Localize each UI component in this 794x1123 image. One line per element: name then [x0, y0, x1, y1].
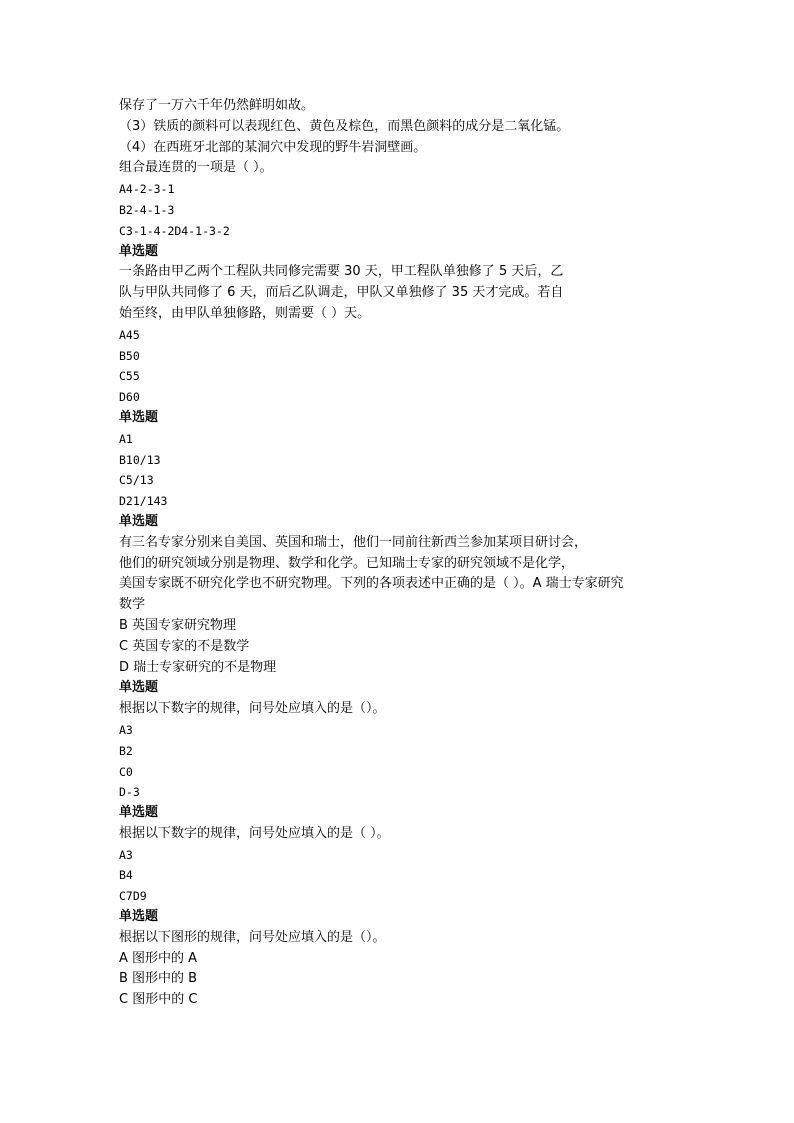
question-text-line: 保存了一万六千年仍然鲜明如故。 — [119, 98, 315, 113]
answer-option: B10/13 — [119, 452, 161, 467]
question-text-line: 一条路由甲乙两个工程队共同修完需要 30 天，甲工程队单独修了 5 天后，乙 — [119, 264, 564, 280]
answer-option: B50 — [119, 348, 140, 363]
answer-option: B2 — [119, 743, 133, 758]
answer-option: D21/143 — [119, 494, 168, 509]
answer-option: C3-1-4-2D4-1-3-2 — [119, 223, 230, 238]
question-type-heading: 单选题 — [119, 409, 159, 425]
question-text-line: B 英国专家研究物理 — [119, 617, 237, 633]
question-text-line: C 英国专家的不是数学 — [119, 638, 250, 654]
question-text-line: 有三名专家分别来自美国、英国和瑞士，他们一同前往新西兰参加某项目研讨会， — [119, 534, 588, 550]
answer-option: A1 — [119, 431, 133, 446]
question-type-heading: 单选题 — [119, 513, 159, 529]
answer-option: A4-2-3-1 — [119, 182, 175, 197]
question-text-line: D 瑞士专家研究的不是物理 — [119, 659, 277, 675]
answer-option: D60 — [119, 390, 140, 405]
answer-option: D-3 — [119, 785, 140, 800]
question-type-heading: 单选题 — [119, 909, 159, 925]
question-text-line: 他们的研究领域分别是物理、数学和化学。已知瑞士专家的研究领域不是化学， — [119, 555, 575, 571]
question-text-line: 根据以下数字的规律，问号处应填入的是（）。 — [119, 701, 386, 717]
question-type-heading: 单选题 — [119, 805, 159, 821]
answer-option: B4 — [119, 868, 133, 883]
question-type-heading: 单选题 — [119, 680, 159, 696]
question-type-heading: 单选题 — [119, 243, 159, 259]
answer-option: A45 — [119, 327, 140, 342]
question-text-line: 美国专家既不研究化学也不研究物理。下列的各项表述中正确的是（ ）。A 瑞士专家研究 — [119, 576, 624, 592]
question-text-line: C 图形中的 C — [119, 992, 198, 1008]
question-text-line: 组合最连贯的一项是（ ）。 — [119, 160, 273, 176]
question-text-line: （4）在西班牙北部的某洞穴中发现的野牛岩洞壁画。 — [119, 139, 427, 155]
question-text-line: B 图形中的 B — [119, 971, 198, 987]
question-text-line: 根据以下图形的规律，问号处应填入的是（）。 — [119, 929, 386, 945]
question-text-line: 始至终，由甲队单独修路，则需要（ ）天。 — [119, 305, 371, 321]
question-text-line: 队与甲队共同修了 6 天，而后乙队调走，甲队又单独修了 35 天才完成。若自 — [119, 285, 564, 301]
question-text-line: A 图形中的 A — [119, 950, 198, 966]
answer-option: C55 — [119, 369, 140, 384]
answer-option: A3 — [119, 722, 133, 737]
answer-option: C5/13 — [119, 473, 154, 488]
question-text-line: 根据以下数字的规律，问号处应填入的是（ ）。 — [119, 825, 390, 841]
document-page — [119, 96, 699, 1011]
answer-option: A3 — [119, 847, 133, 862]
question-text-line: 数学 — [119, 597, 146, 613]
question-text-line: （3）铁质的颜料可以表现红色、黄色及棕色，而黑色颜料的成分是二氧化锰。 — [119, 118, 570, 134]
answer-option: B2-4-1-3 — [119, 202, 175, 217]
answer-option: C7D9 — [119, 889, 147, 904]
answer-option: C0 — [119, 764, 133, 779]
